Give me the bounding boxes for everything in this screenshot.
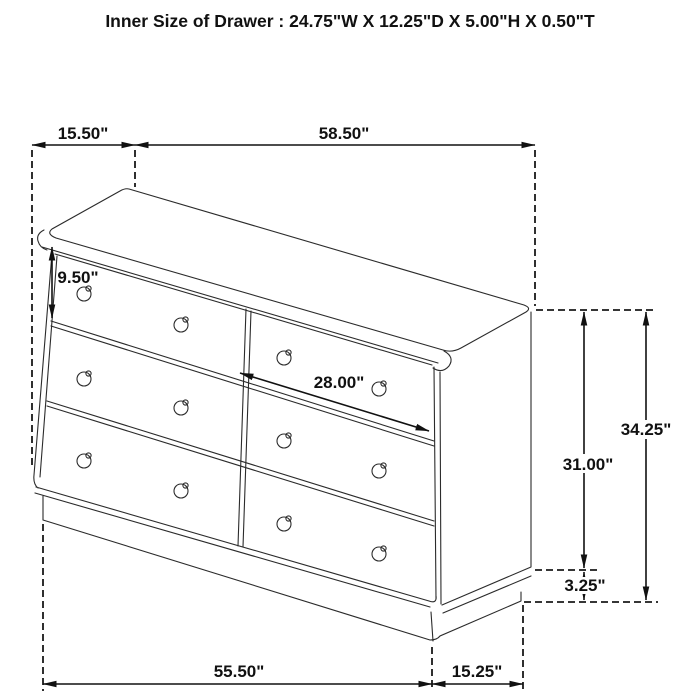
- drawer-knob: [77, 371, 91, 386]
- dim-label-overall-height: 34.25": [620, 420, 672, 439]
- drawer-knob: [277, 516, 291, 531]
- drawer-knob: [77, 286, 91, 301]
- dresser-top-corner-left: [38, 230, 47, 250]
- dresser-top-slab-edge: [42, 247, 438, 363]
- drawer-knob: [174, 400, 188, 415]
- dresser-drawing: [34, 189, 531, 641]
- drawer-divider-center: [238, 309, 251, 547]
- front-panel-left-edge: [34, 253, 57, 477]
- drawer-knob: [174, 483, 188, 498]
- drawer-knob: [372, 463, 386, 478]
- dim-label-drawer-width: 28.00": [313, 373, 365, 392]
- drawer-knob: [372, 546, 386, 561]
- dim-label-base-height: 3.25": [564, 576, 606, 595]
- drawer-knob: [277, 433, 291, 448]
- extension-lines: [32, 150, 658, 691]
- drawer-knobs: [77, 286, 386, 561]
- drawer-knob: [372, 381, 386, 396]
- dim-label-bottom-width: 55.50": [213, 662, 265, 681]
- dim-label-drawer-height: 9.50": [57, 268, 99, 287]
- front-panel-top-edge: [55, 254, 432, 365]
- dresser-top-corner-right: [433, 351, 451, 371]
- drawer-knob: [277, 350, 291, 365]
- dimension-lines: [32, 145, 646, 684]
- drawer-knob: [77, 453, 91, 468]
- dim-label-top-width: 58.50": [318, 124, 370, 143]
- drawer-knob: [174, 317, 188, 332]
- dim-label-top-depth: 15.50": [57, 124, 109, 143]
- diagram-title: Inner Size of Drawer : 24.75"W X 12.25"D X 5.00"H X 0.50"T: [105, 11, 595, 31]
- right-side-panel: [434, 312, 531, 613]
- dim-label-body-height: 31.00": [562, 455, 614, 474]
- dim-label-bottom-depth: 15.25": [451, 662, 503, 681]
- front-panel-bottom-edge: [34, 475, 436, 607]
